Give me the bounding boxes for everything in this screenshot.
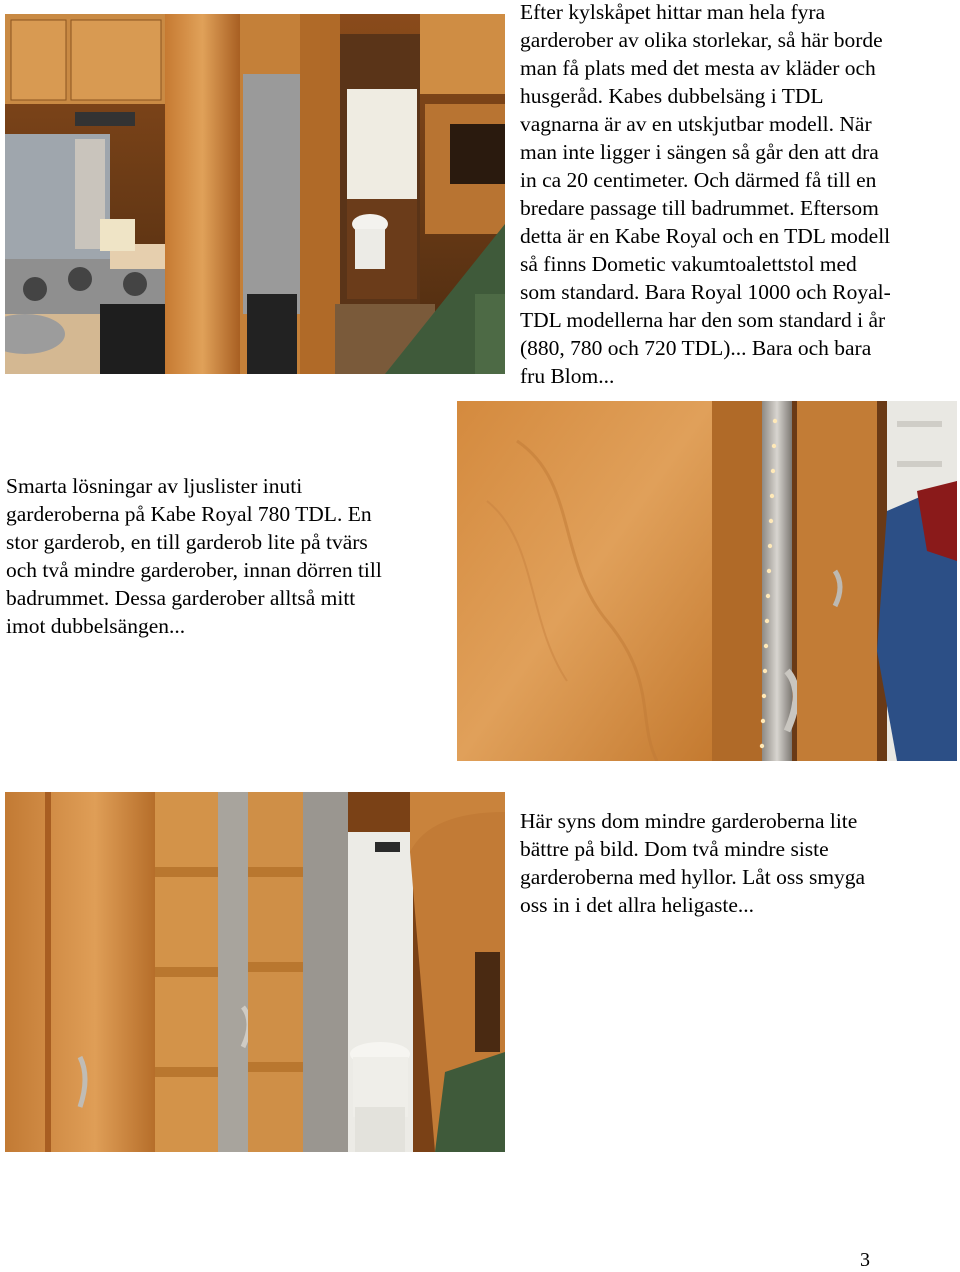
text-paragraph-2: Smarta lösningar av ljuslister inuti garderoberna på Kabe Royal 780 TDL. En stor garderob, en till garderob lite på tvärs och två mindre garderober, innan dörren till badrummet. Dessa garderober alltså mitt imot dubbelsängen... xyxy=(6,474,382,638)
text-paragraph-3: Här syns dom mindre garderoberna lite bättre på bild. Dom två mindre siste garderoberna med hyllor. Låt oss smyga oss in i det allra heligaste... xyxy=(520,809,866,917)
photo-wardrobe-light-strip xyxy=(457,401,957,761)
photo-kitchen-hallway xyxy=(5,14,505,374)
page-number: 3 xyxy=(860,1249,870,1271)
photo-small-wardrobes-shelves xyxy=(5,792,505,1152)
text-paragraph-1: Efter kylskåpet hittar man hela fyra garderober av olika storlekar, så här borde man få plats med det mesta av kläder och husgeråd. Kabes dubbelsäng i TDL vagnarna är av en utskjutbar modell. När man inte ligger i sängen så går den att dra in ca 20 centimeter. Och därmed få till en bredare passage till badrummet. Eftersom detta är en Kabe Royal och en TDL modell så finns Dometic vakumtoalettstol med som standard. Bara Royal 1000 och Royal- TDL modellerna har den som standard i år (880, 780 och 720 TDL)... Bara och bara fru Blom... xyxy=(520,0,891,388)
